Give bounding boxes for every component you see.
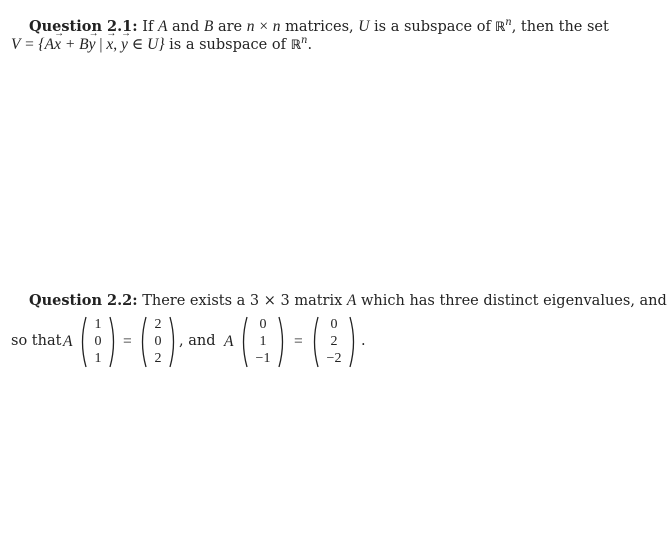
left-paren bbox=[239, 316, 249, 368]
math-superscript-n: n bbox=[505, 17, 512, 28]
math-mid: | bbox=[95, 35, 107, 53]
vector-entry: −2 bbox=[326, 351, 342, 366]
math-nxn: n × n bbox=[246, 17, 281, 35]
text: and bbox=[172, 18, 200, 35]
text: . bbox=[307, 36, 313, 53]
right-paren bbox=[168, 316, 178, 368]
left-paren bbox=[310, 316, 320, 368]
math-vector-y: → y bbox=[89, 36, 96, 54]
math-vector-y: → y bbox=[121, 36, 128, 54]
math-B: B bbox=[203, 17, 214, 35]
vector-entry: 0 bbox=[154, 334, 162, 349]
question-2-1-line-2 bbox=[11, 32, 312, 55]
text: , and bbox=[179, 333, 216, 349]
vector-entry: 2 bbox=[330, 334, 338, 349]
math-U: U bbox=[358, 17, 370, 35]
math-A: A bbox=[63, 333, 73, 350]
math-comma: , bbox=[113, 35, 122, 53]
equals-sign: = bbox=[123, 333, 132, 350]
right-paren bbox=[277, 316, 287, 368]
text: is a subspace of bbox=[164, 36, 291, 53]
right-paren bbox=[108, 316, 118, 368]
period: . bbox=[361, 333, 366, 349]
vector-entry: 2 bbox=[154, 351, 162, 366]
math-vector-x: → x bbox=[54, 36, 61, 54]
math-R: ℝ bbox=[494, 19, 506, 35]
left-paren bbox=[78, 316, 88, 368]
vector-entry: 2 bbox=[154, 317, 162, 332]
vector-entry: 1 bbox=[259, 334, 267, 349]
vector-entry: 0 bbox=[94, 334, 102, 349]
left-paren bbox=[138, 316, 148, 368]
math-R: ℝ bbox=[290, 37, 301, 53]
text: , then the set bbox=[511, 18, 609, 35]
math-A: A bbox=[157, 17, 168, 35]
text: is a subspace of bbox=[374, 18, 491, 35]
eigen-equation bbox=[11, 312, 601, 372]
text: are bbox=[217, 18, 243, 35]
text: which has three distinct eigenvalues, and bbox=[360, 293, 667, 309]
vector-entry: 1 bbox=[94, 351, 102, 366]
math-vector-x: → x bbox=[106, 36, 113, 54]
question-2-1-label: Question 2.1: bbox=[29, 17, 138, 35]
question-2-2-line-1 bbox=[29, 292, 667, 310]
math-in-U: ∈ U} bbox=[127, 35, 165, 53]
math-plus-B: + B bbox=[60, 35, 89, 53]
vector-entry: 0 bbox=[259, 317, 267, 332]
math-A: A bbox=[346, 292, 357, 309]
math-set-start: V = {A bbox=[11, 35, 55, 53]
question-2-2-label: Question 2.2: bbox=[29, 292, 138, 309]
math-superscript-n: n bbox=[300, 35, 308, 46]
math-A: A bbox=[224, 333, 234, 350]
vector-entry: 1 bbox=[94, 317, 102, 332]
text: matrices, bbox=[285, 18, 354, 35]
text: so that bbox=[11, 333, 62, 349]
right-paren bbox=[348, 316, 358, 368]
text: There exists a 3 × 3 matrix bbox=[142, 293, 343, 309]
text: If bbox=[142, 18, 154, 35]
vector-entry: 0 bbox=[330, 317, 338, 332]
equals-sign: = bbox=[294, 333, 303, 350]
vector-entry: −1 bbox=[255, 351, 271, 366]
